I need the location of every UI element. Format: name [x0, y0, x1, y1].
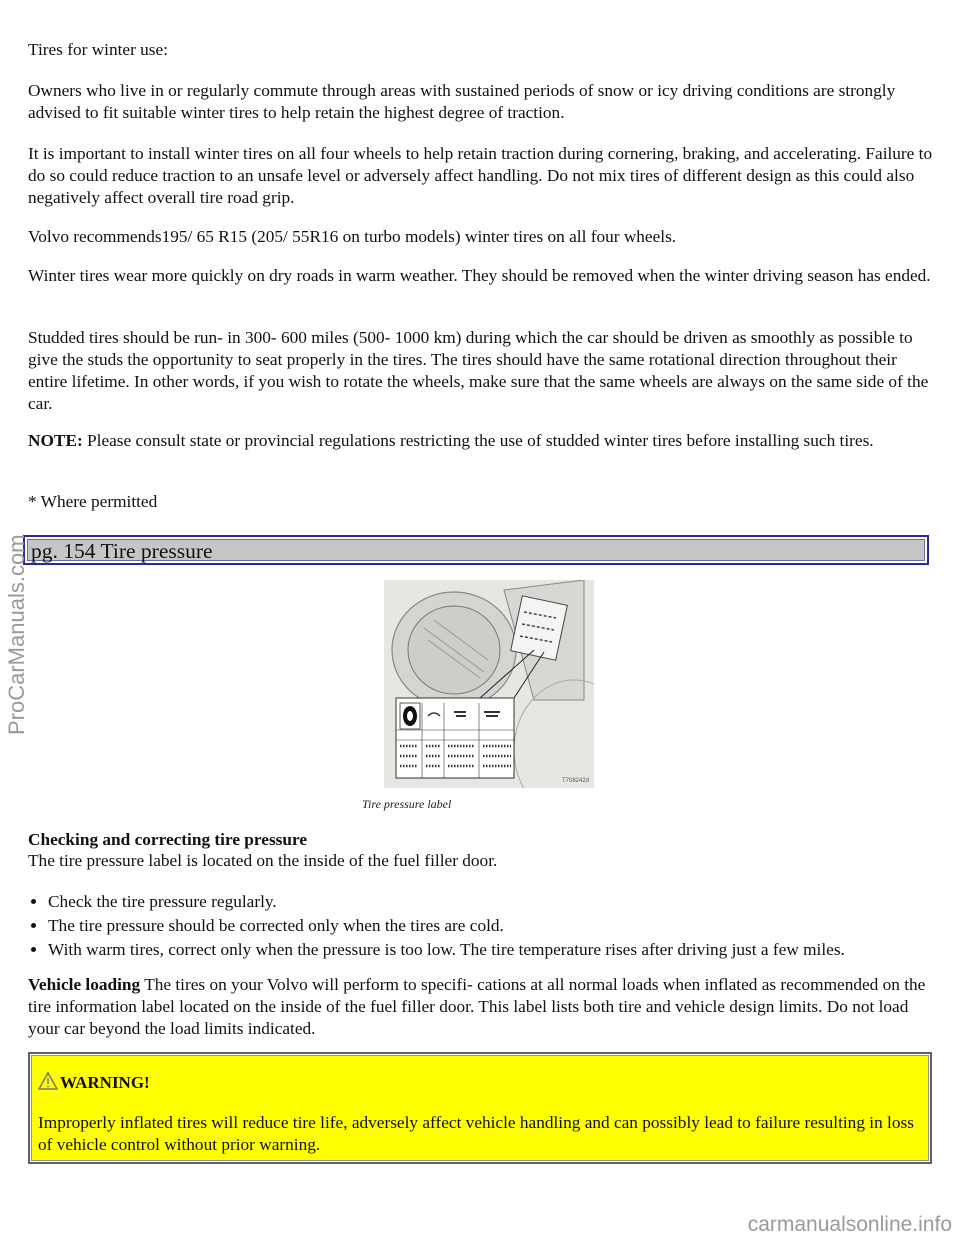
watermark-bottom: carmanualsonline.info — [747, 1213, 952, 1236]
paragraph-winter-tires: Owners who live in or regularly commute through areas with sustained periods of snow or icy driving conditions are strongly advised to fit suitable winter tires to help retain the highest degree of traction. — [28, 81, 896, 122]
warning-box — [28, 1052, 932, 1164]
warning-triangle-icon — [38, 1072, 58, 1096]
paragraph-recommendation: Volvo recommends195/ 65 R15 (205/ 55R16 on turbo models) winter tires on all four wheels. — [28, 227, 677, 246]
list-item: • Check the tire pressure regularly. — [48, 891, 960, 913]
vehicle-loading — [28, 974, 938, 1040]
note-label: NOTE: — [28, 431, 83, 450]
list-item: • The tire pressure should be corrected only when the tires are cold. — [48, 915, 960, 937]
list-item: • With warm tires, correct only when the pressure is too low. The tire temperature rises after driving just a few miles. — [48, 939, 960, 961]
warning-title-row — [38, 1072, 150, 1096]
warning-title: WARNING! — [60, 1073, 150, 1092]
footnote: * Where permitted — [28, 492, 158, 511]
section-heading-bar — [23, 535, 929, 565]
note — [28, 430, 874, 452]
section-title: pg. 154 Tire pressure — [31, 539, 213, 563]
vehicle-loading-label: Vehicle loading — [28, 975, 141, 994]
paragraph-wear: Winter tires wear more quickly on dry roads in warm weather. They should be removed when the winter driving season has ended. — [28, 266, 931, 285]
watermark-left: ProCarManuals.com — [4, 534, 29, 735]
checking-list — [28, 891, 960, 961]
vehicle-loading-text: The tires on your Volvo will perform to specifi- cations at all normal loads when inflated as recommended on the tire information label located on the inside of the fuel filler door. This label lists both tire and vehicle design limits. Do not load your car beyond the load limits indicated. — [28, 975, 926, 1038]
page-content — [28, 0, 938, 511]
checking-lead: The tire pressure label is located on the inside of the fuel filler door. — [28, 851, 498, 870]
tire-pressure-label-illustration — [384, 580, 594, 788]
checking-heading: Checking and correcting tire pressure — [28, 830, 308, 849]
note-text: Please consult state or provincial regulations restricting the use of studded winter tires before installing such tires. — [82, 431, 874, 450]
fuel-door-drawing — [384, 580, 594, 788]
warning-body: Improperly inflated tires will reduce tire life, adversely affect vehicle handling and can possibly lead to failure resulting in loss of vehicle control without prior warning. — [38, 1113, 914, 1154]
figure-caption: Tire pressure label — [362, 797, 452, 811]
winter-heading: Tires for winter use: — [28, 40, 168, 59]
figure-code: T708242d — [562, 778, 590, 784]
paragraph-studded: Studded tires should be run- in 300- 600 miles (500- 1000 km) during which the car should be driven as smoothly as possible to give the studs the opportunity to seat properly in the tires. The tires should have the same rotational direction throughout their entire lifetime. In other words, if you wish to rotate the wheels, make sure that the same wheels are always on the same side of the car. — [28, 328, 929, 413]
paragraph-all-four-wheels: It is important to install winter tires on all four wheels to help retain traction during cornering, braking, and accelerating. Failure to do so could reduce traction to an unsafe level or adversely affect handling. Do not mix tires of different design as this could also negatively affect overall tire road grip. — [28, 144, 933, 207]
